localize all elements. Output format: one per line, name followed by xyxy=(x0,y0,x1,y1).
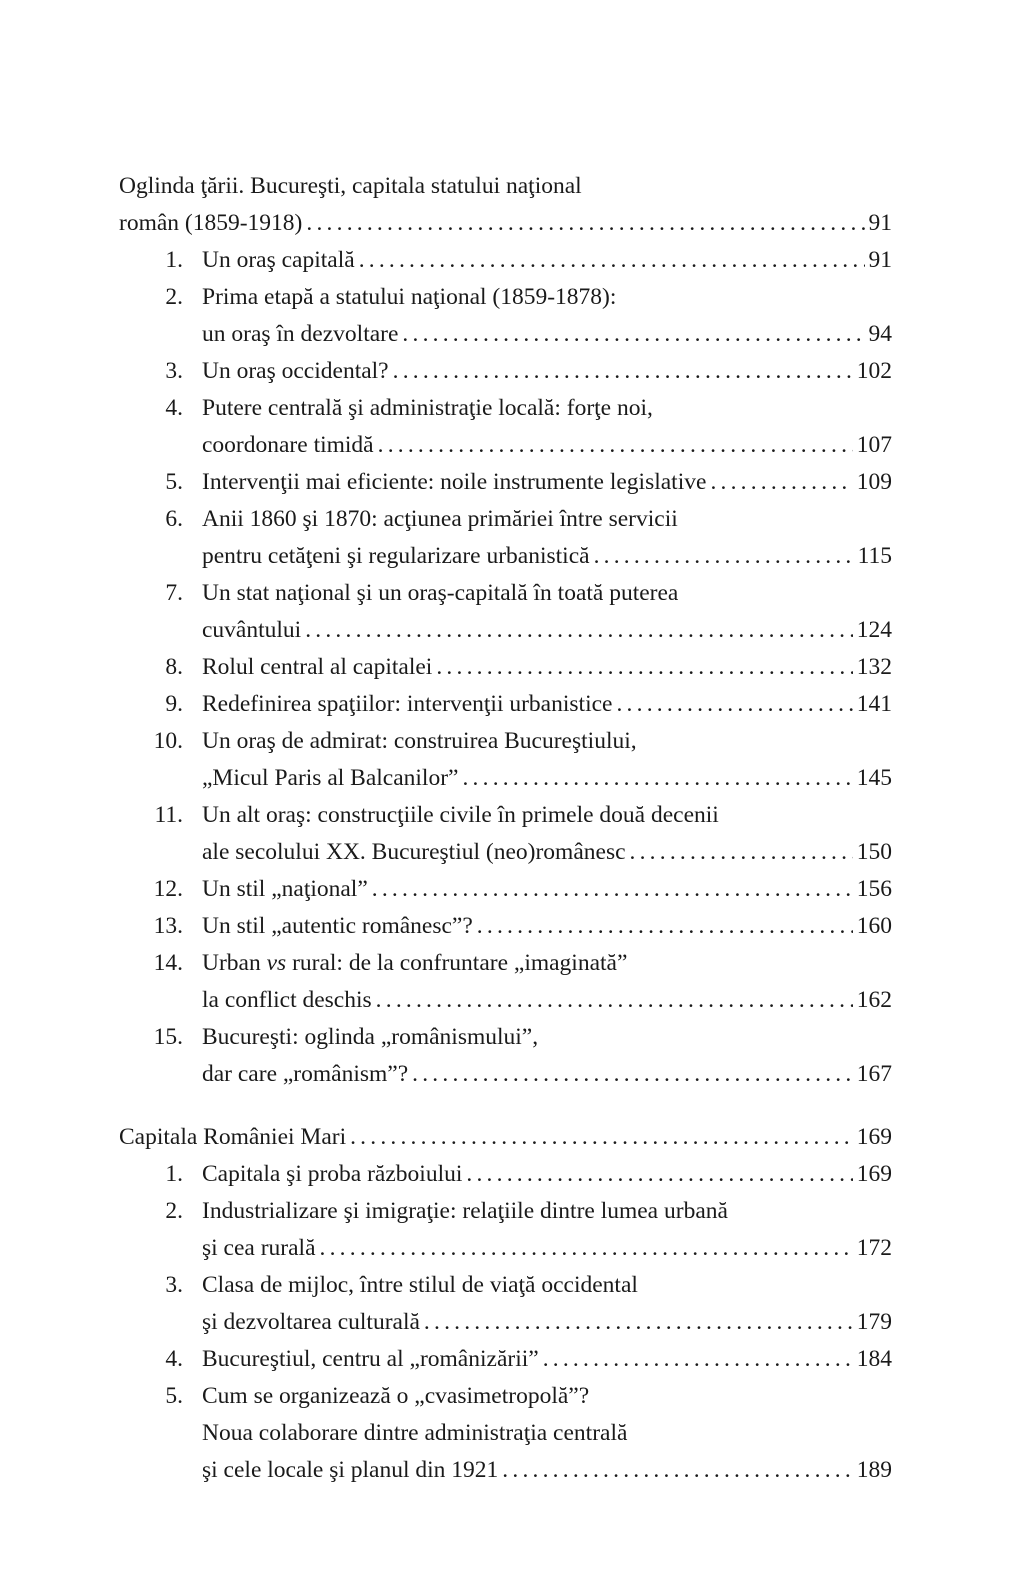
entry-number: 6. xyxy=(165,506,183,532)
toc-entry-line xyxy=(119,760,892,797)
dot-leader xyxy=(378,427,853,464)
entry-page-number: 115 xyxy=(857,543,892,569)
entry-number: 7. xyxy=(165,580,183,606)
dot-leader xyxy=(359,242,865,279)
entry-text: Industrializare şi imigraţie: relaţiile dintre lumea urbană xyxy=(202,1198,728,1224)
entry-text: Redefinirea spaţiilor: intervenţii urbanistice xyxy=(202,691,613,717)
entry-text: Anii 1860 şi 1870: acţiunea primăriei între servicii xyxy=(202,506,678,532)
entry-page-number: 160 xyxy=(856,913,892,939)
toc-entry-line xyxy=(119,1230,892,1267)
entry-page-number: 169 xyxy=(856,1161,892,1187)
dot-leader xyxy=(477,908,853,945)
entry-number: 5. xyxy=(165,469,183,495)
entry-number: 3. xyxy=(165,1272,183,1298)
entry-page-number: 189 xyxy=(856,1457,892,1483)
entry-number: 15. xyxy=(153,1024,183,1050)
toc-entry-line xyxy=(119,1056,892,1093)
dot-leader xyxy=(305,612,853,649)
toc-entry-line xyxy=(119,649,892,686)
toc-entry-line xyxy=(119,1267,892,1304)
entry-page-number: 184 xyxy=(856,1346,892,1372)
entry-page-number: 167 xyxy=(856,1061,892,1087)
toc-entry-line xyxy=(119,908,892,945)
entry-text: Putere centrală şi administraţie locală: forţe noi, xyxy=(202,395,653,421)
toc-entry-line xyxy=(119,353,892,390)
section-title-line xyxy=(119,205,892,242)
toc-entry-line xyxy=(119,612,892,649)
entry-text: şi cele locale şi planul din 1921 xyxy=(202,1457,499,1483)
toc-entry-line xyxy=(119,501,892,538)
dot-leader xyxy=(412,1056,853,1093)
entry-text: „Micul Paris al Balcanilor” xyxy=(202,765,459,791)
entry-page-number: 109 xyxy=(856,469,892,495)
section-title-line xyxy=(119,168,892,205)
entry-number: 1. xyxy=(165,1161,183,1187)
entry-number: 5. xyxy=(165,1383,183,1409)
toc-entry-line xyxy=(119,1156,892,1193)
entry-page-number: 141 xyxy=(856,691,892,717)
dot-leader xyxy=(393,353,853,390)
toc-section xyxy=(119,1119,892,1489)
entry-text: Un alt oraş: construcţiile civile în primele două decenii xyxy=(202,802,719,828)
entry-number: 2. xyxy=(165,284,183,310)
entry-number: 8. xyxy=(165,654,183,680)
entry-number: 9. xyxy=(165,691,183,717)
entry-text: Bucureştiul, centru al „românizării” xyxy=(202,1346,539,1372)
toc-entry-line xyxy=(119,464,892,501)
section-title-text: Oglinda ţării. Bucureşti, capitala statului naţional xyxy=(119,173,582,199)
toc-entry-line xyxy=(119,1193,892,1230)
entry-number: 10. xyxy=(153,728,183,754)
entry-number: 13. xyxy=(153,913,183,939)
toc-entry-line xyxy=(119,982,892,1019)
dot-leader xyxy=(320,1230,853,1267)
entry-number: 11. xyxy=(154,802,183,828)
entry-text: Clasa de mijloc, între stilul de viaţă occidental xyxy=(202,1272,638,1298)
dot-leader xyxy=(594,538,854,575)
toc-entry-line xyxy=(119,1341,892,1378)
entry-page-number: 124 xyxy=(856,617,892,643)
toc-entry-line xyxy=(119,279,892,316)
toc-entry-line xyxy=(119,1019,892,1056)
toc-entry-line xyxy=(119,1378,892,1415)
dot-leader xyxy=(616,686,852,723)
section-title-line xyxy=(119,1119,892,1156)
entry-text: Un oraş de admirat: construirea Bucureştiului, xyxy=(202,728,637,754)
toc-entry-line xyxy=(119,797,892,834)
entry-text: Intervenţii mai eficiente: noile instrumente legislative xyxy=(202,469,707,495)
dot-leader xyxy=(630,834,853,871)
entry-text: Cum se organizează o „cvasimetropolă”? xyxy=(202,1383,590,1409)
entry-page-number: 150 xyxy=(856,839,892,865)
toc-section xyxy=(119,168,892,1093)
entry-text: Bucureşti: oglinda „românismului”, xyxy=(202,1024,539,1050)
entry-page-number: 162 xyxy=(856,987,892,1013)
entry-text: Capitala şi proba războiului xyxy=(202,1161,463,1187)
table-of-contents xyxy=(119,168,892,1489)
entry-page-number: 179 xyxy=(856,1309,892,1335)
entry-page-number: 145 xyxy=(856,765,892,791)
section-page-number: 91 xyxy=(868,210,892,236)
section-title-text: român (1859-1918) xyxy=(119,210,303,236)
italic-term: vs xyxy=(266,950,287,976)
entry-text: Noua colaborare dintre administraţia centrală xyxy=(202,1420,628,1446)
dot-leader xyxy=(710,464,852,501)
dot-leader xyxy=(436,649,852,686)
toc-entry-line xyxy=(119,723,892,760)
entry-page-number: 172 xyxy=(856,1235,892,1261)
toc-entry-line xyxy=(119,390,892,427)
dot-leader xyxy=(502,1452,852,1489)
toc-entry-line xyxy=(119,242,892,279)
entry-page-number: 156 xyxy=(856,876,892,902)
entry-text: şi cea rurală xyxy=(202,1235,316,1261)
dot-leader xyxy=(466,1156,852,1193)
entry-number: 1. xyxy=(165,247,183,273)
entry-number: 3. xyxy=(165,358,183,384)
dot-leader xyxy=(543,1341,853,1378)
toc-entry-line xyxy=(119,538,892,575)
entry-text: coordonare timidă xyxy=(202,432,374,458)
entry-text: Rolul central al capitalei xyxy=(202,654,433,680)
entry-text: ale secolului XX. Bucureştiul (neo)românesc xyxy=(202,839,626,865)
toc-entry-line xyxy=(119,871,892,908)
entry-number: 14. xyxy=(153,950,183,976)
entry-text: Prima etapă a statului naţional (1859-1878): xyxy=(202,284,617,310)
entry-number: 2. xyxy=(165,1198,183,1224)
dot-leader xyxy=(376,982,853,1019)
toc-entry-line xyxy=(119,834,892,871)
toc-entry-line xyxy=(119,316,892,353)
entry-text: Un stil „naţional” xyxy=(202,876,368,902)
entry-text: dar care „românism”? xyxy=(202,1061,409,1087)
entry-number: 4. xyxy=(165,1346,183,1372)
toc-entry-line xyxy=(119,1452,892,1489)
entry-number: 4. xyxy=(165,395,183,421)
entry-number: 12. xyxy=(153,876,183,902)
dot-leader xyxy=(424,1304,853,1341)
entry-text: Un oraş capitală xyxy=(202,247,355,273)
dot-leader xyxy=(462,760,852,797)
dot-leader xyxy=(306,205,864,242)
section-title-text: Capitala României Mari xyxy=(119,1124,347,1150)
entry-text: un oraş în dezvoltare xyxy=(202,321,399,347)
entry-text: Un oraş occidental? xyxy=(202,358,389,384)
entry-page-number: 107 xyxy=(856,432,892,458)
entry-page-number: 132 xyxy=(856,654,892,680)
entry-text: Un stil „autentic românesc”? xyxy=(202,913,473,939)
toc-entry-line xyxy=(119,1304,892,1341)
toc-entry-line xyxy=(119,945,892,982)
entry-text: şi dezvoltarea culturală xyxy=(202,1309,420,1335)
entry-page-number: 102 xyxy=(856,358,892,384)
entry-page-number: 91 xyxy=(868,247,892,273)
entry-text: la conflict deschis xyxy=(202,987,372,1013)
entry-text: pentru cetăţeni şi regularizare urbanistică xyxy=(202,543,590,569)
entry-page-number: 94 xyxy=(868,321,892,347)
toc-entry-line xyxy=(119,575,892,612)
section-page-number: 169 xyxy=(856,1124,892,1150)
entry-text: cuvântului xyxy=(202,617,302,643)
entry-text: Urban vs rural: de la confruntare „imaginată” xyxy=(202,950,628,976)
toc-entry-line xyxy=(119,1415,892,1452)
toc-entry-line xyxy=(119,427,892,464)
toc-entry-line xyxy=(119,686,892,723)
dot-leader xyxy=(402,316,864,353)
dot-leader xyxy=(372,871,853,908)
dot-leader xyxy=(350,1119,853,1156)
entry-text: Un stat naţional şi un oraş-capitală în toată puterea xyxy=(202,580,679,606)
